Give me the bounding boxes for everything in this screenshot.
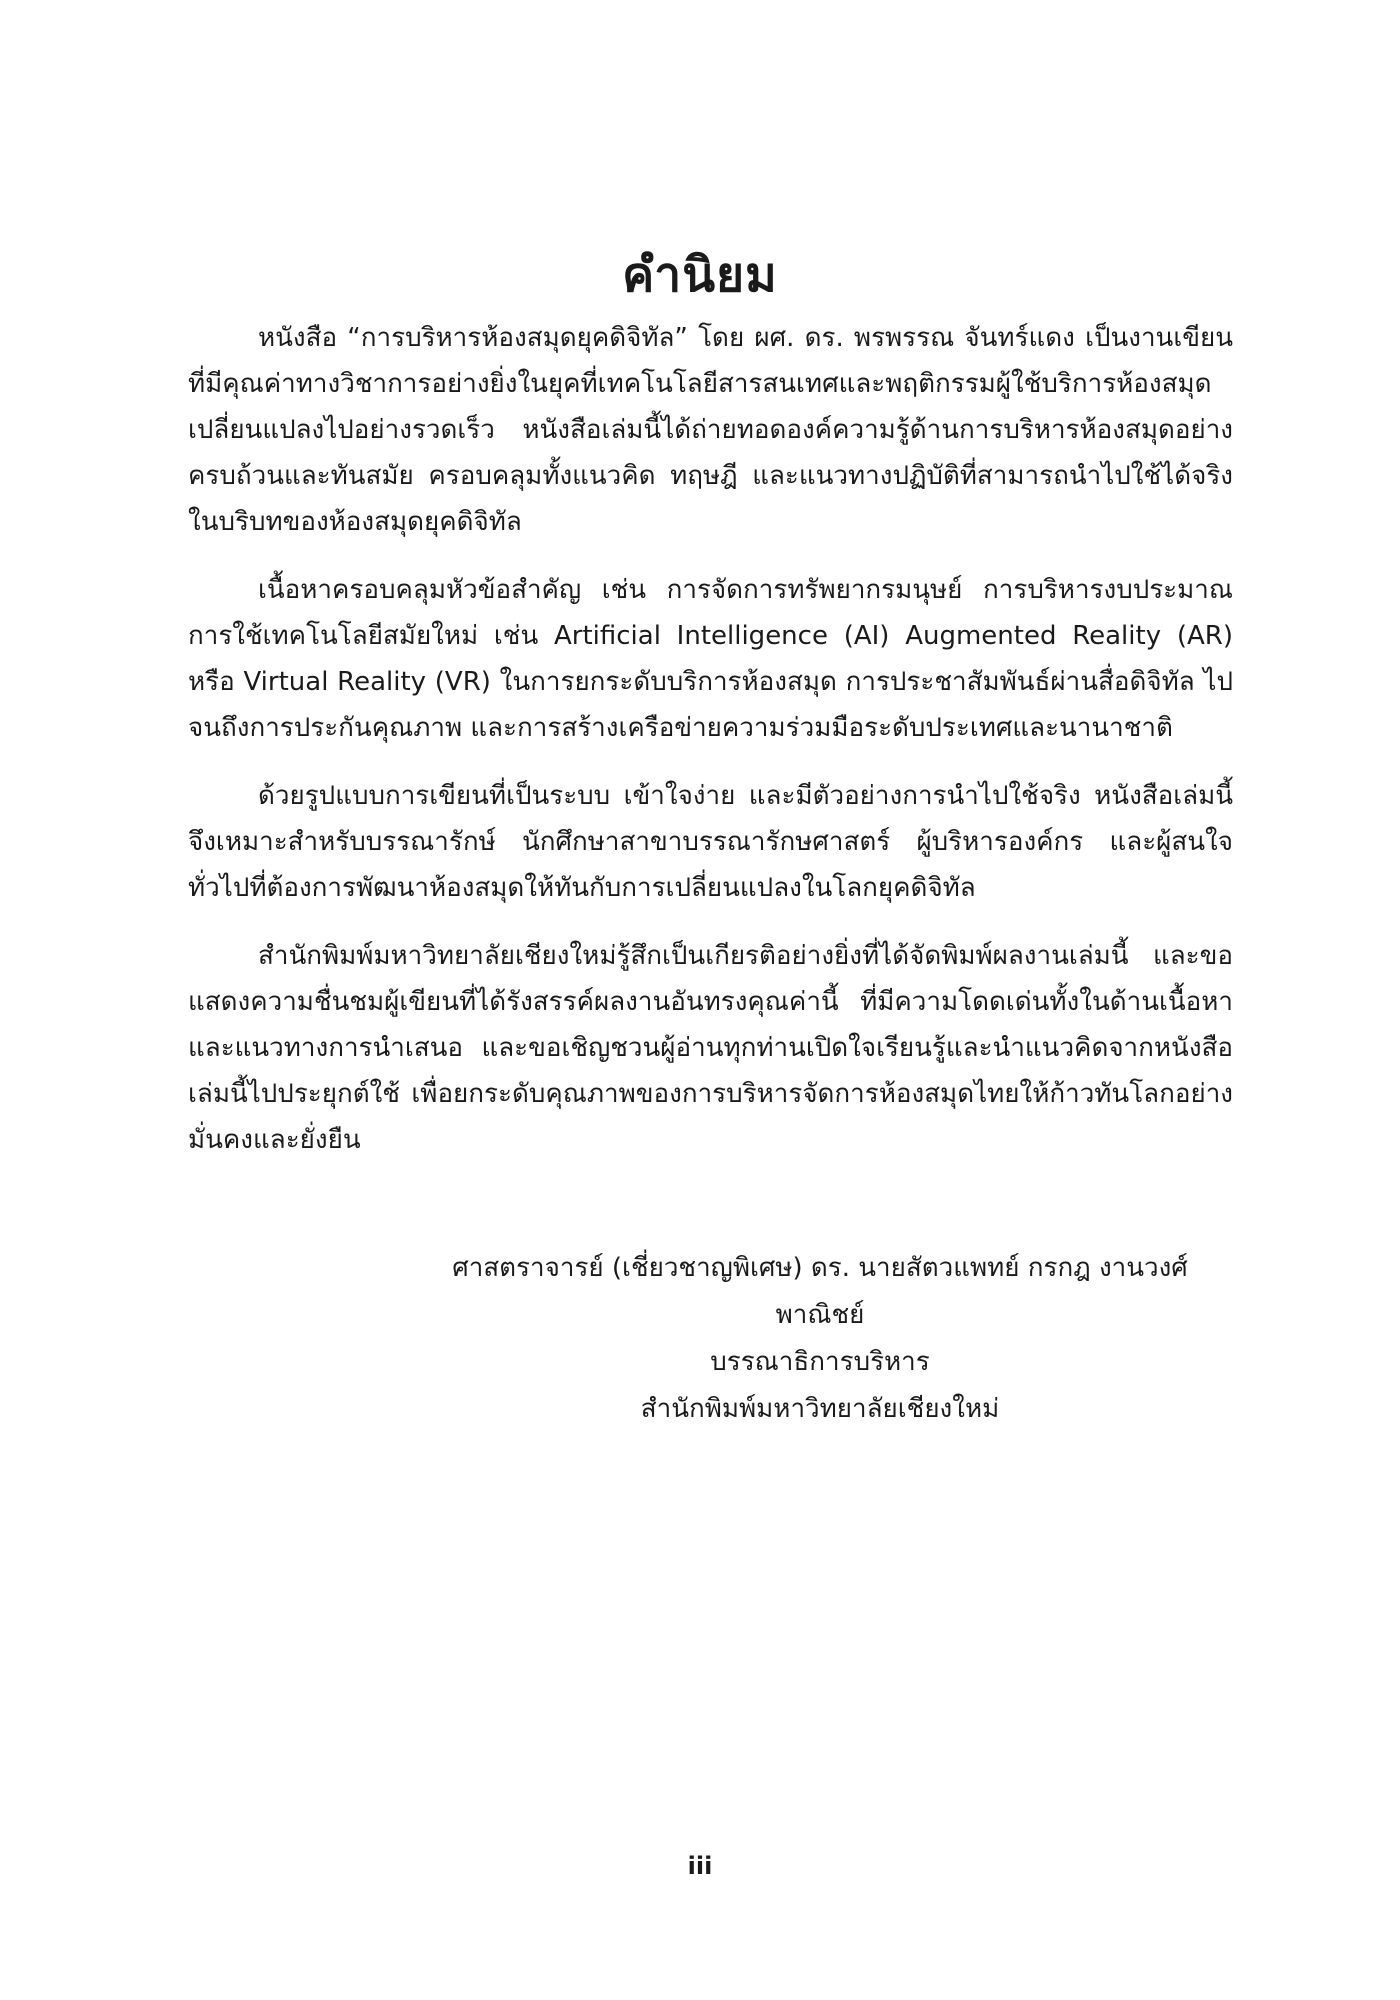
signature-position: บรรณาธิการบริหาร (710, 1347, 930, 1377)
signature-name: ศาสตราจารย์ (เชี่ยวชาญพิเศษ) ดร. นายสัตวแพทย์ กรกฎ งานวงศ์พาณิชย์ (452, 1253, 1188, 1330)
signature-block (420, 1245, 1220, 1433)
body-text (188, 315, 1233, 1185)
page-title: คำนิยม (622, 247, 778, 304)
paragraph-2: เนื้อหาครอบคลุมหัวข้อสำคัญ เช่น การจัดการทรัพยากรมนุษย์ การบริหารงบประมาณ การใช้เทคโนโลยีสมัยใหม่ เช่น Artificial Intelligence (AI) Augmented Reality (AR) หรือ Virtual Reality (VR) ในการยกระดับบริการห้องสมุด การประชาสัมพันธ์ผ่านสื่อดิจิทัล ไปจนถึงการประกันคุณภาพ และการสร้างเครือข่ายความร่วมมือระดับประเทศและนานาชาติ (188, 575, 1233, 743)
paragraph-3: ด้วยรูปแบบการเขียนที่เป็นระบบ เข้าใจง่าย และมีตัวอย่างการนำไปใช้จริง หนังสือเล่มนี้จึงเหมาะสำหรับบรรณารักษ์ นักศึกษาสาขาบรรณารักษศาสตร์ ผู้บริหารองค์กร และผู้สนใจทั่วไปที่ต้องการพัฒนาห้องสมุดให้ทันกับการเปลี่ยนแปลงในโลกยุคดิจิทัล (188, 781, 1233, 903)
page-number: iii (687, 1852, 713, 1880)
signature-organization: สำนักพิมพ์มหาวิทยาลัยเชียงใหม่ (640, 1394, 1000, 1424)
paragraph-4: สำนักพิมพ์มหาวิทยาลัยเชียงใหม่รู้สึกเป็นเกียรติอย่างยิ่งที่ได้จัดพิมพ์ผลงานเล่มนี้ และขอแสดงความชื่นชมผู้เขียนที่ได้รังสรรค์ผลงานอันทรงคุณค่านี้ ที่มีความโดดเด่นทั้งในด้านเนื้อหาและแนวทางการนำเสนอ และขอเชิญชวนผู้อ่านทุกท่านเปิดใจเรียนรู้และนำแนวคิดจากหนังสือเล่มนี้ไปประยุกต์ใช้ เพื่อยกระดับคุณภาพของการบริหารจัดการห้องสมุดไทยให้ก้าวทันโลกอย่างมั่นคงและยั่งยืน (188, 941, 1233, 1155)
paragraph-1: หนังสือ “การบริหารห้องสมุดยุคดิจิทัล” โดย ผศ. ดร. พรพรรณ จันทร์แดง เป็นงานเขียนที่มีคุณค่าทางวิชาการอย่างยิ่งในยุคที่เทคโนโลยีสารสนเทศและพฤติกรรมผู้ใช้บริการห้องสมุดเปลี่ยนแปลงไปอย่างรวดเร็ว หนังสือเล่มนี้ได้ถ่ายทอดองค์ความรู้ด้านการบริหารห้องสมุดอย่างครบถ้วนและทันสมัย ครอบคลุมทั้งแนวคิด ทฤษฎี และแนวทางปฏิบัติที่สามารถนำไปใช้ได้จริงในบริบทของห้องสมุดยุคดิจิทัล (188, 323, 1233, 537)
